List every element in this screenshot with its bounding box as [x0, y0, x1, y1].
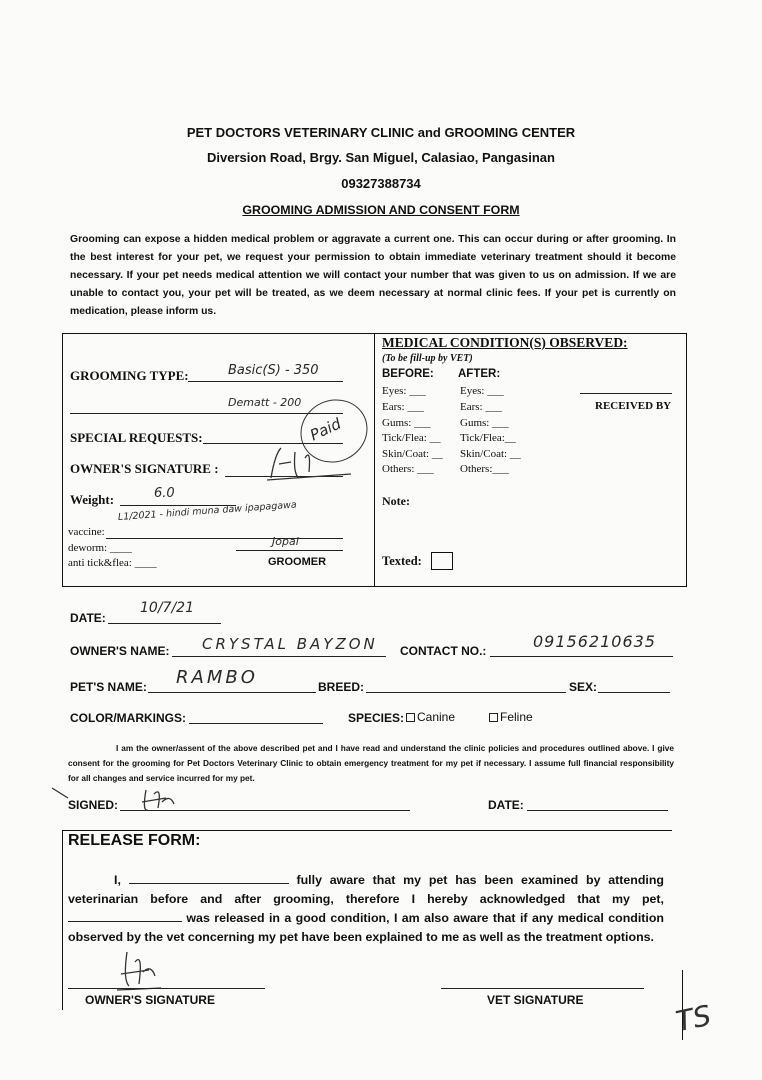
medical-subtitle: (To be fill-up by VET) [382, 353, 473, 364]
after-gums: Gums: ___ [460, 417, 509, 429]
box-divider [374, 333, 375, 587]
antitick-label: anti tick&flea: ____ [68, 557, 157, 569]
owner-name-line[interactable] [172, 656, 386, 657]
breed-label: BREED: [318, 680, 365, 694]
received-by-label: RECEIVED BY [595, 400, 672, 412]
release-top-border [62, 830, 672, 831]
release-line2: was released in a good condition, I am also aware that if any medical condition observed by the vet concerning my pet have been explained to me as well as the treatment options. [68, 911, 664, 944]
date-label: DATE: [70, 611, 106, 625]
canine-label: Canine [417, 710, 456, 724]
grooming-type-line[interactable] [188, 381, 343, 382]
before-others: Others: ___ [382, 463, 434, 475]
species-label: SPECIES: [348, 711, 405, 725]
intro-paragraph: Grooming can expose a hidden medical problem or aggravate a current one. This can occur during or after grooming. In the best interest for your pet, we request your permission to obtain immediate veterinary treatment should it become necessary. If your pet needs medical attention we will contact your number that was given to us on admission. If we are unable to contact you, your pet will be treated, as we deem necessary at normal clinic fees. If your pet is currently on medication, please inform us. [70, 234, 676, 317]
contact-value: 09156210635 [533, 632, 656, 651]
after-tickflea: Tick/Flea:__ [460, 432, 516, 444]
date-line[interactable] [108, 623, 221, 624]
release-title: RELEASE FORM: [68, 832, 201, 849]
grooming-type-value-2: Dematt - 200 [228, 396, 302, 409]
before-tickflea: Tick/Flea: __ [382, 432, 441, 444]
margin-initials: TS [672, 998, 714, 1039]
signed-date-line[interactable] [527, 810, 668, 811]
release-pet-blank[interactable] [68, 921, 182, 922]
breed-line[interactable] [366, 692, 566, 693]
vaccine-label: vaccine: [68, 526, 105, 538]
texted-checkbox[interactable] [431, 552, 453, 570]
grooming-type-line-2[interactable] [70, 413, 343, 414]
color-line[interactable] [189, 723, 323, 724]
note-label: Note: [382, 494, 410, 508]
pet-name-label: PET'S NAME: [70, 680, 147, 694]
pet-name-line[interactable] [148, 692, 316, 693]
grooming-type-label: GROOMING TYPE: [70, 368, 189, 383]
sex-label: SEX: [569, 680, 598, 694]
groomer-signature: Jopal [272, 535, 299, 548]
signed-date-label: DATE: [488, 798, 524, 812]
special-requests-label: SPECIAL REQUESTS: [70, 430, 203, 445]
contact-line[interactable] [490, 656, 673, 657]
vet-signature-line[interactable] [441, 988, 644, 989]
color-label: COLOR/MARKINGS: [70, 711, 186, 725]
clinic-name: PET DOCTORS VETERINARY CLINIC and GROOMING CENTER [186, 125, 576, 140]
release-owner-scribble [115, 950, 165, 992]
groomer-label: GROOMER [268, 556, 327, 568]
weight-label: Weight: [70, 492, 115, 507]
owner-name-value: CRYSTAL BAYZON [202, 635, 378, 653]
canine-checkbox[interactable] [406, 713, 415, 722]
feline-label: Feline [500, 710, 533, 724]
before-gums: Gums: ___ [382, 417, 431, 429]
clinic-address: Diversion Road, Brgy. San Miguel, Calasiao, Pangasinan [207, 150, 555, 165]
deworm-label: deworm: ____ [68, 542, 132, 554]
owner-release-line[interactable] [68, 988, 265, 989]
after-label: AFTER: [458, 368, 501, 380]
after-others: Others:___ [460, 463, 509, 475]
signed-label: SIGNED: [68, 798, 119, 812]
consent-paragraph: I am the owner/assent of the above described pet and I have read and understand the clinic policies and procedures outlined above. I give consent for the grooming for Pet Doctors Veterinary Clinic to obtain emergency treatment for my pet if necessary. I assume full financial responsibility for all changes and service incurred for my pet. [68, 743, 674, 783]
vaccine-value: L1/2021 - hindi muna daw ipapagawa [117, 499, 298, 523]
texted-label: Texted: [382, 554, 422, 568]
release-paragraph [68, 871, 664, 947]
form-title: GROOMING ADMISSION AND CONSENT FORM [242, 203, 520, 217]
release-owner-blank[interactable] [129, 883, 289, 884]
sex-line[interactable] [598, 692, 670, 693]
owner-signature-scribble [265, 444, 355, 486]
vaccine-line[interactable] [106, 538, 343, 539]
before-eyes: Eyes: ___ [382, 385, 426, 397]
after-skincoat: Skin/Coat: __ [460, 448, 521, 460]
after-ears: Ears: ___ [460, 401, 502, 413]
feline-checkbox[interactable] [489, 713, 498, 722]
medical-title: MEDICAL CONDITION(S) OBSERVED: [382, 335, 628, 350]
owner-signature-label: OWNER'S SIGNATURE : [70, 461, 219, 476]
contact-label: CONTACT NO.: [400, 644, 487, 658]
release-i: I, [114, 873, 121, 887]
date-value: 10/7/21 [140, 600, 194, 616]
vet-signature-label: VET SIGNATURE [487, 993, 584, 1007]
owner-name-label: OWNER'S NAME: [70, 644, 170, 658]
before-skincoat: Skin/Coat: __ [382, 448, 443, 460]
received-by-line[interactable] [580, 393, 672, 394]
clinic-phone: 09327388734 [341, 176, 421, 191]
release-left-border [62, 830, 63, 1010]
release-line1: fully aware that my pet has been examined by attending veterinarian before and after grooming, therefore I hereby acknowledged that my pet, [68, 873, 665, 906]
before-ears: Ears: ___ [382, 401, 424, 413]
pet-name-value: RAMBO [176, 667, 258, 688]
grooming-type-value: Basic(S) - 350 [228, 363, 319, 378]
paid-stamp-text: Paid [307, 414, 344, 445]
after-eyes: Eyes: ___ [460, 385, 504, 397]
before-label: BEFORE: [382, 368, 434, 380]
signed-scribble [50, 784, 180, 816]
weight-value: 6.0 [154, 486, 175, 501]
groomer-line[interactable] [236, 550, 343, 551]
owner-release-signature-label: OWNER'S SIGNATURE [85, 993, 215, 1007]
